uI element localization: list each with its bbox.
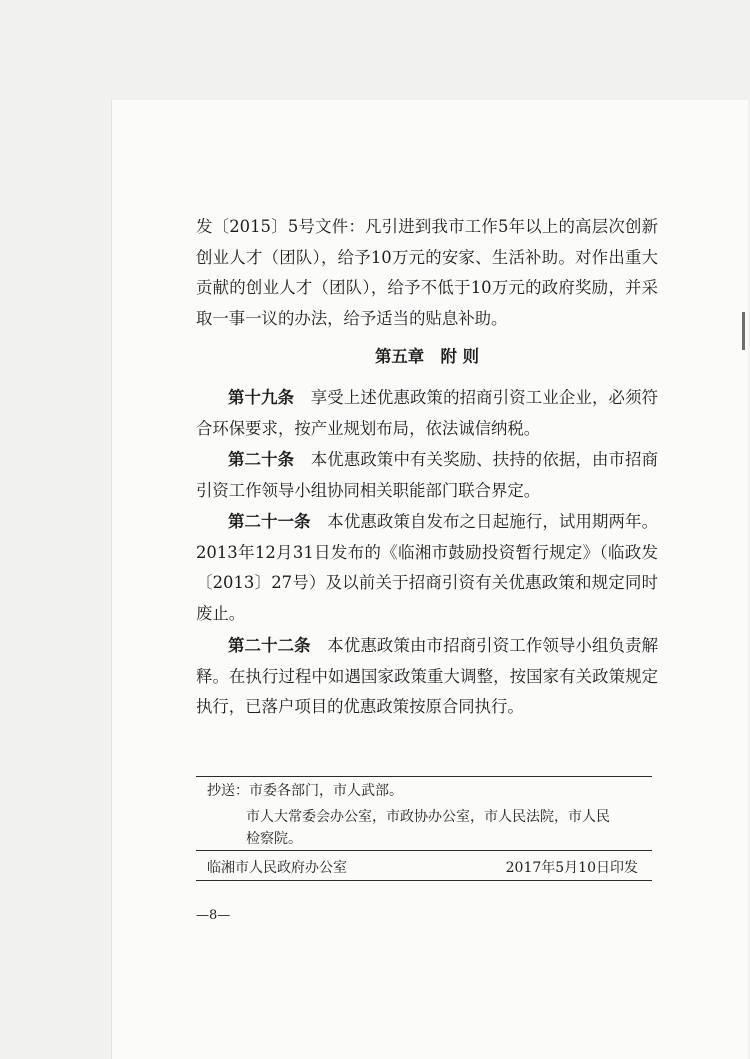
article-22-text: 本优惠政策由市招商引资工作领导小组负责解释。在执行过程中如遇国家政策重大调整，按国家有关政策规定执行，已落户项目的优惠政策按原合同执行。 [196,636,659,716]
cc-line-2: 市人大常委会办公室，市政协办公室，市人民法院，市人民 [246,809,610,825]
article-20-text: 本优惠政策中有关奖励、扶持的依据，由市招商引资工作领导小组协同相关职能部门联合界定。 [196,450,659,500]
issuer: 临湘市人民政府办公室 [207,860,347,876]
footer-rule-top [196,776,652,777]
chapter-title: 第五章 附 则 [374,347,480,366]
article-19-number: 第十九条 [228,388,295,407]
article-19 [196,383,658,444]
article-20-number: 第二十条 [228,450,295,469]
cc-line-1: 抄送：市委各部门，市人武部。 [207,783,403,799]
article-22 [196,631,658,723]
article-20 [196,445,658,506]
page-number: —8— [196,908,231,923]
footer-rule-bottom [196,880,652,881]
print-date: 2017年5月10日印发 [505,860,638,876]
article-21 [196,507,658,629]
scan-edge-mark [742,312,745,350]
article-21-text: 本优惠政策自发布之日起施行，试用期两年。2013年12月31日发布的《临湘市鼓励投资暂行规定》（临政发〔2013〕27号）及以前关于招商引资有关优惠政策和规定同时废止。 [196,512,659,623]
article-21-number: 第二十一条 [228,512,311,531]
footer-rule-middle [196,850,652,851]
article-19-text: 享受上述优惠政策的招商引资工业企业，必须符合环保要求，按产业规划布局，依法诚信纳税。 [196,388,659,438]
paragraph-continuation: 发〔2015〕5号文件：凡引进到我市工作5年以上的高层次创新创业人才（团队），给予10万元的安家、生活补助。对作出重大贡献的创业人才（团队），给予不低于10万元的政府奖励，并采取一事一议的办法，给予适当的贴息补助。 [196,217,658,328]
article-22-number: 第二十二条 [228,636,311,655]
cc-line-3: 检察院。 [246,831,302,847]
